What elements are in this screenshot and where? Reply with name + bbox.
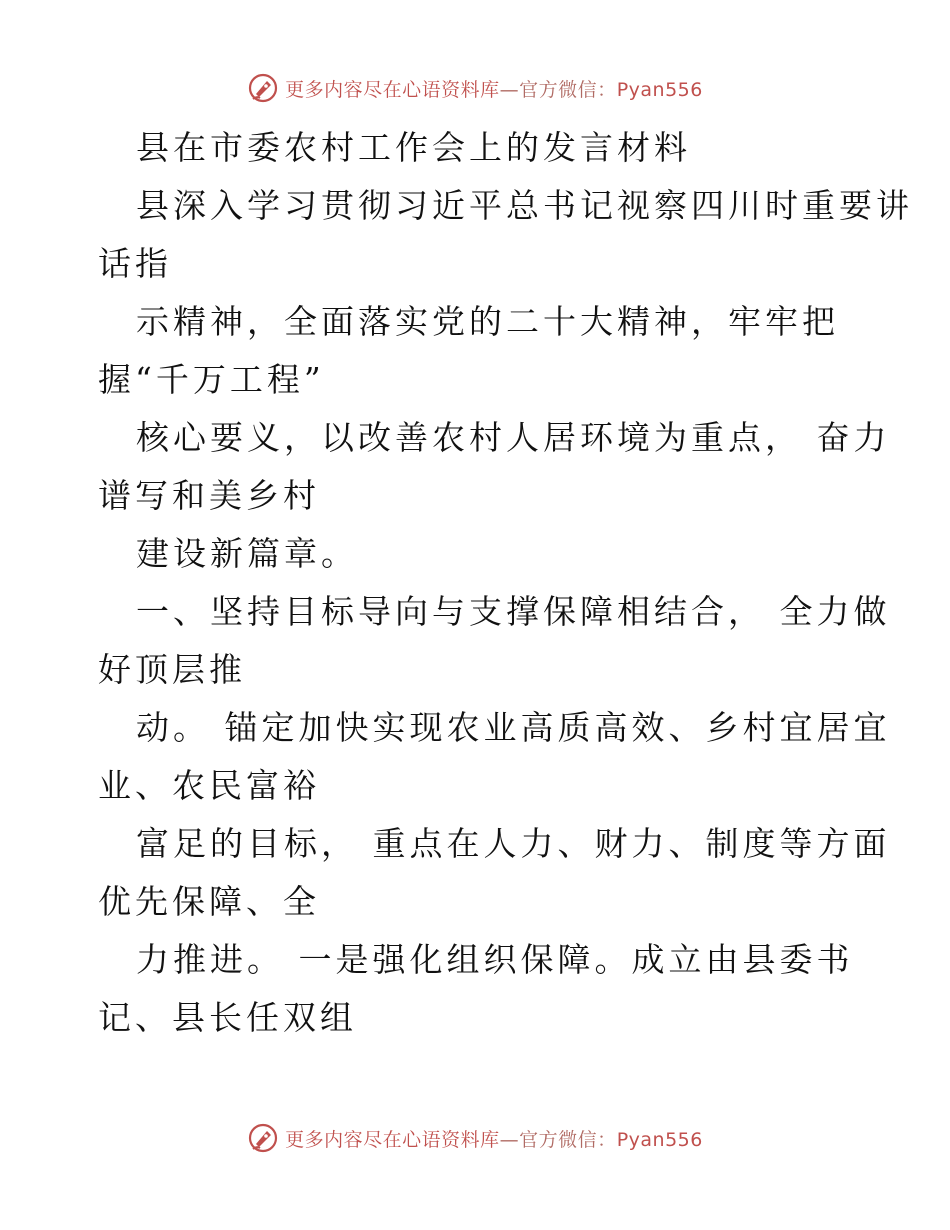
header-dash: — [499,78,520,101]
footer-dash: — [499,1128,520,1151]
document-line: 示精神，全面落实党的二十大精神，牢牢把 [136,302,839,341]
footer-wechat-id: Pyan556 [616,1128,703,1151]
document-line: 优先保障、全 [98,882,320,921]
document-line: 力推进。 一是强化组织保障。成立由县委书 [136,940,854,979]
document-line: 谱写和美乡村 [98,476,320,515]
document-line: 核心要义，以改善农村人居环境为重点， 奋力 [136,418,891,457]
header-wechat-id: Pyan556 [616,78,703,101]
header-site-text: 更多内容尽在心语资料库 [285,78,500,101]
header-wechat-label: 官方微信： [519,78,617,101]
pen-nib-logo-icon [247,72,279,104]
document-line: 富足的目标， 重点在人力、财力、制度等方面 [136,824,891,863]
document-line: 建设新篇章。 [136,534,358,573]
document-line: 握“千万工程” [98,360,325,399]
pen-nib-logo-icon [247,1122,279,1154]
section-heading: 一、坚持目标导向与支撑保障相结合， 全力做 [136,592,891,631]
document-title: 县在市委农村工作会上的发言材料 [136,128,691,167]
footer-banner-text [285,1125,703,1152]
document-line: 好顶层推 [98,650,246,689]
footer-site-text: 更多内容尽在心语资料库 [285,1128,500,1151]
header-banner [0,72,950,104]
document-line: 动。 锚定加快实现农业高质高效、乡村宜居宜 [136,708,891,747]
document-line: 记、县长任双组 [98,998,357,1037]
header-banner-text [285,75,703,102]
footer-wechat-label: 官方微信： [519,1128,617,1151]
document-line: 业、农民富裕 [98,766,320,805]
document-line: 话指 [98,244,172,283]
document-line: 县深入学习贯彻习近平总书记视察四川时重要讲 [136,186,913,225]
footer-banner [0,1122,950,1154]
